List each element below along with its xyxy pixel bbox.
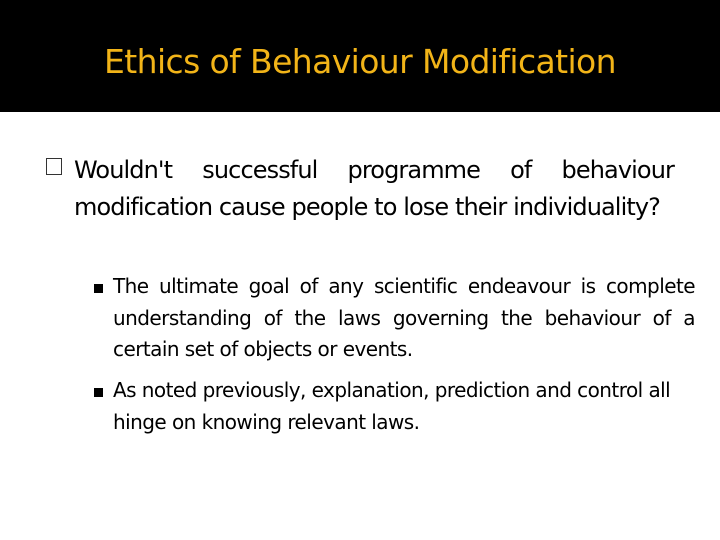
hollow-square-bullet-icon	[46, 158, 62, 175]
filled-square-bullet-icon	[94, 388, 103, 397]
title-bar	[0, 0, 720, 112]
bullet-level1-text: Wouldn't successful programme of behaviour modification cause people to lose their individuality?	[74, 156, 674, 221]
bullet-level2-text: The ultimate goal of any scientific endeavour is complete understanding of the laws governing the behaviour of a certain set of objects or events.	[113, 274, 695, 361]
filled-square-bullet-icon	[94, 284, 103, 293]
bullet-level2-text: As noted previously, explanation, prediction and control all hinge on knowing relevant laws.	[113, 378, 671, 434]
slide-title: Ethics of Behaviour Modification	[104, 42, 616, 81]
